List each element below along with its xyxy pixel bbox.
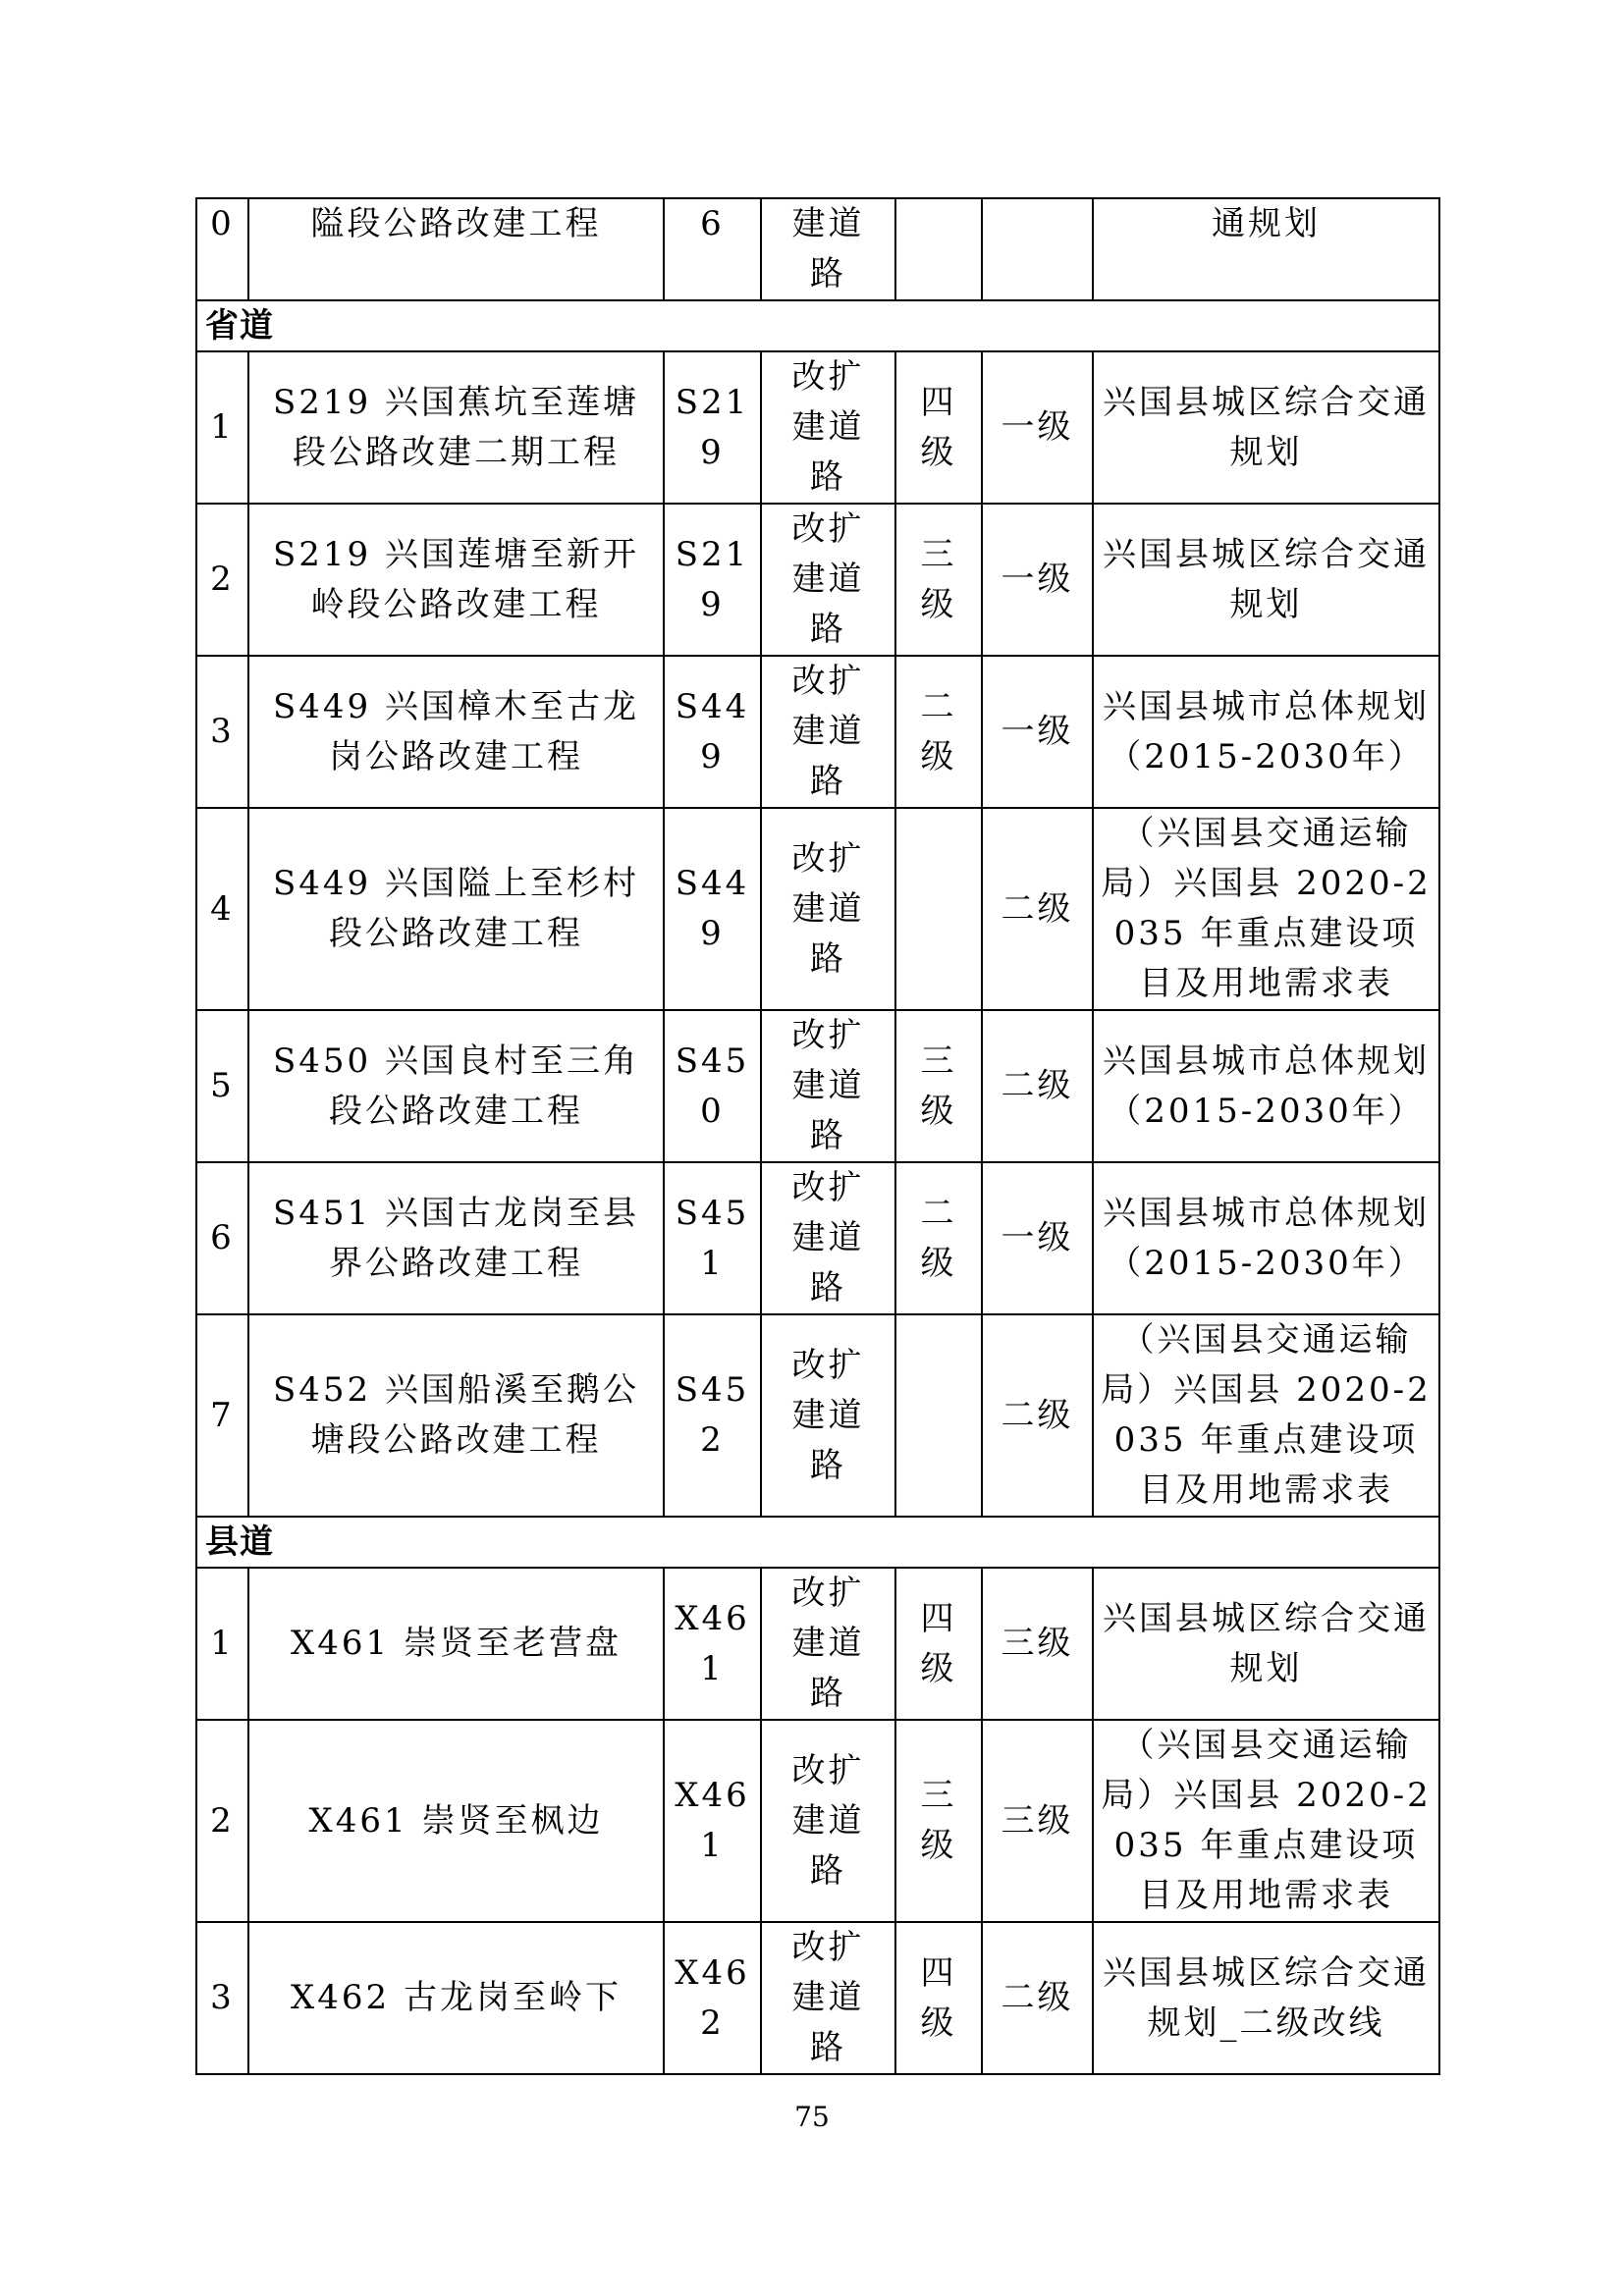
current-grade	[895, 1314, 982, 1517]
road-code: S44 9	[664, 808, 761, 1010]
current-grade: 二 级	[895, 656, 982, 808]
current-grade: 三 级	[895, 1010, 982, 1162]
project-name: S449 兴国隘上至杉村段公路改建工程	[248, 808, 664, 1010]
planning-basis: 兴国县城区综合交通规划	[1093, 351, 1439, 504]
construction-type: 改扩 建道 路	[761, 808, 895, 1010]
planning-basis: （兴国县交通运输局）兴国县 2020-2035 年重点建设项目及用地需求表	[1093, 808, 1439, 1010]
table-row	[196, 1314, 1439, 1517]
construction-type: 改扩 建道 路	[761, 504, 895, 656]
construction-type: 改扩 建道 路	[761, 1922, 895, 2074]
road-project-table	[195, 197, 1440, 2075]
current-grade: 三 级	[895, 1720, 982, 1922]
target-grade: 一级	[982, 504, 1093, 656]
construction-type: 改扩 建道 路	[761, 351, 895, 504]
row-number: 6	[196, 1162, 248, 1314]
target-grade: 二级	[982, 1314, 1093, 1517]
row-number: 5	[196, 1010, 248, 1162]
planning-basis: 兴国县城市总体规划（2015-2030年）	[1093, 656, 1439, 808]
row-number: 3	[196, 1922, 248, 2074]
construction-type: 改扩 建道 路	[761, 1720, 895, 1922]
target-grade: 二级	[982, 1922, 1093, 2074]
road-code: S45 2	[664, 1314, 761, 1517]
project-name: X462 古龙岗至岭下	[248, 1922, 664, 2074]
target-grade: 一级	[982, 351, 1093, 504]
construction-type: 建道 路	[761, 198, 895, 300]
planning-basis: 兴国县城市总体规划（2015-2030年）	[1093, 1162, 1439, 1314]
table-row	[196, 1922, 1439, 2074]
row-number: 0	[196, 198, 248, 300]
row-number: 3	[196, 656, 248, 808]
section-header-row	[196, 300, 1439, 351]
planning-basis: 兴国县城区综合交通规划_二级改线	[1093, 1922, 1439, 2074]
construction-type: 改扩 建道 路	[761, 1010, 895, 1162]
project-name: S452 兴国船溪至鹅公塘段公路改建工程	[248, 1314, 664, 1517]
page-number: 75	[794, 2101, 830, 2133]
table-row	[196, 1162, 1439, 1314]
table-row	[196, 1010, 1439, 1162]
planning-basis: 兴国县城区综合交通规划	[1093, 504, 1439, 656]
row-number: 2	[196, 1720, 248, 1922]
project-name: S449 兴国樟木至古龙岗公路改建工程	[248, 656, 664, 808]
construction-type: 改扩 建道 路	[761, 1162, 895, 1314]
target-grade	[982, 198, 1093, 300]
section-title: 县道	[196, 1517, 1439, 1568]
planning-basis: （兴国县交通运输局）兴国县 2020-2035 年重点建设项目及用地需求表	[1093, 1314, 1439, 1517]
row-number: 1	[196, 1568, 248, 1720]
carryover-row	[196, 198, 1439, 300]
project-name: S219 兴国蕉坑至莲塘段公路改建二期工程	[248, 351, 664, 504]
current-grade	[895, 198, 982, 300]
road-code: S45 0	[664, 1010, 761, 1162]
road-code: S44 9	[664, 656, 761, 808]
row-number: 7	[196, 1314, 248, 1517]
current-grade: 三 级	[895, 504, 982, 656]
planning-basis: 通规划	[1093, 198, 1439, 300]
table-row	[196, 1720, 1439, 1922]
road-code: X46 2	[664, 1922, 761, 2074]
target-grade: 二级	[982, 808, 1093, 1010]
row-number: 1	[196, 351, 248, 504]
target-grade: 三级	[982, 1568, 1093, 1720]
planning-basis: 兴国县城区综合交通规划	[1093, 1568, 1439, 1720]
planning-basis: （兴国县交通运输局）兴国县 2020-2035 年重点建设项目及用地需求表	[1093, 1720, 1439, 1922]
planning-basis: 兴国县城市总体规划（2015-2030年）	[1093, 1010, 1439, 1162]
road-code: X46 1	[664, 1568, 761, 1720]
target-grade: 二级	[982, 1010, 1093, 1162]
current-grade: 四 级	[895, 1568, 982, 1720]
target-grade: 一级	[982, 656, 1093, 808]
table-row	[196, 808, 1439, 1010]
project-name: 隘段公路改建工程	[248, 198, 664, 300]
road-code: S21 9	[664, 351, 761, 504]
road-code: 6	[664, 198, 761, 300]
project-name: S450 兴国良村至三角段公路改建工程	[248, 1010, 664, 1162]
target-grade: 三级	[982, 1720, 1093, 1922]
table-row	[196, 504, 1439, 656]
row-number: 2	[196, 504, 248, 656]
current-grade: 四 级	[895, 1922, 982, 2074]
construction-type: 改扩 建道 路	[761, 1314, 895, 1517]
project-name: X461 崇贤至老营盘	[248, 1568, 664, 1720]
row-number: 4	[196, 808, 248, 1010]
table-row	[196, 656, 1439, 808]
construction-type: 改扩 建道 路	[761, 656, 895, 808]
road-code: S45 1	[664, 1162, 761, 1314]
section-header-row	[196, 1517, 1439, 1568]
project-name: S219 兴国莲塘至新开岭段公路改建工程	[248, 504, 664, 656]
target-grade: 一级	[982, 1162, 1093, 1314]
current-grade: 四 级	[895, 351, 982, 504]
current-grade	[895, 808, 982, 1010]
section-title: 省道	[196, 300, 1439, 351]
current-grade: 二 级	[895, 1162, 982, 1314]
project-name: S451 兴国古龙岗至县界公路改建工程	[248, 1162, 664, 1314]
road-code: X46 1	[664, 1720, 761, 1922]
construction-type: 改扩 建道 路	[761, 1568, 895, 1720]
table-row	[196, 351, 1439, 504]
road-code: S21 9	[664, 504, 761, 656]
table-row	[196, 1568, 1439, 1720]
project-name: X461 崇贤至枫边	[248, 1720, 664, 1922]
